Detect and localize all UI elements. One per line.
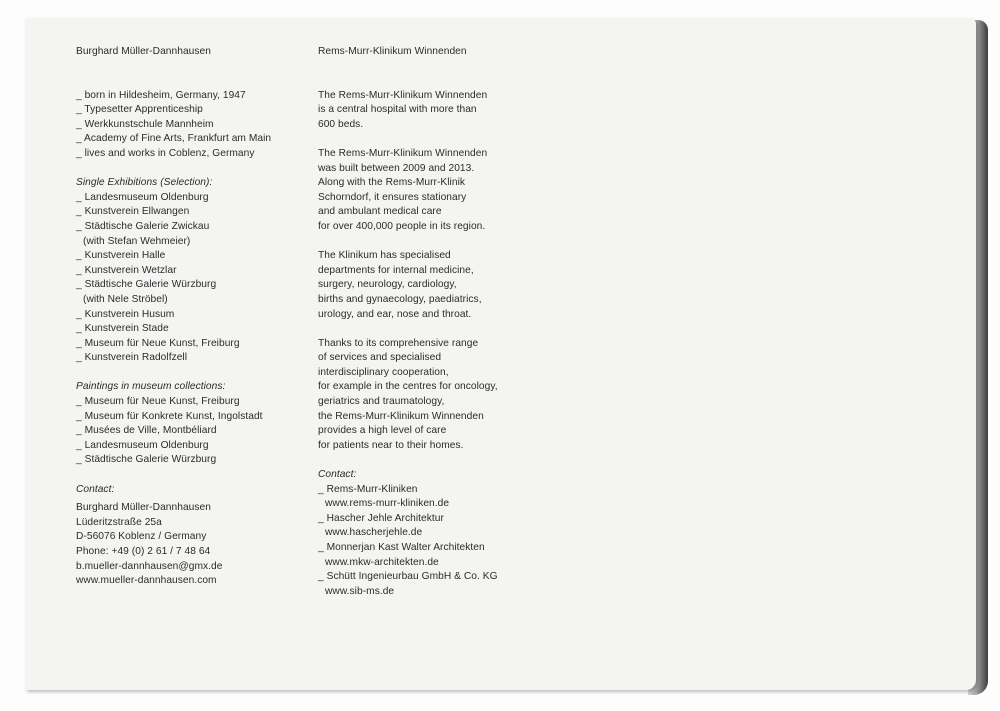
contact-website: www.mkw-architekten.de [325,556,439,568]
spacer [76,468,296,483]
paragraph-line: is a central hospital with more than [318,104,477,116]
printed-card [26,18,976,690]
paragraph-line: geriatrics and traumatology, [318,396,445,408]
exhibition-item: _ Kunstverein Radolfzell [76,352,188,364]
exhibition-item: _ Kunstverein Stade [76,323,169,335]
exhibitions-list [76,191,296,366]
paragraph-line: provides a high level of care [318,425,447,437]
contact-organization: _ Monnerjan Kast Walter Architekten [318,542,485,553]
hospital-contact-list [318,483,538,600]
artist-name-title: Burghard Müller-Dannhausen [76,46,211,57]
hospital-paragraph-1 [318,89,538,133]
collection-item: _ Landesmuseum Oldenburg [76,439,209,451]
paragraph-line: births and gynaecology, paediatrics, [318,293,482,305]
exhibition-item: _ Museum für Neue Kunst, Freiburg [76,337,240,349]
paragraph-line: Schorndorf, it ensures stationary [318,191,467,203]
paragraph-line: Along with the Rems-Murr-Klinik [318,177,466,189]
bio-line: _ lives and works in Coblenz, Germany [76,147,255,159]
collections-list [76,395,296,468]
artist-column [76,45,296,589]
collection-item: _ Museum für Neue Kunst, Freiburg [76,396,240,408]
hospital-title: Rems-Murr-Klinikum Winnenden [318,46,467,57]
spacer [318,132,538,147]
hospital-paragraph-3 [318,249,538,322]
collections-heading: Paintings in museum collections: [76,381,226,393]
exhibition-item: _ Kunstverein Wetzlar [76,264,177,276]
bio-line: _ Typesetter Apprenticeship [76,104,203,116]
paragraph-line: of services and specialised [318,352,442,364]
spacer [76,366,296,381]
hospital-contact-heading: Contact: [318,469,357,481]
hospital-paragraph-4 [318,337,538,454]
spacer [318,453,538,468]
collection-item: _ Musées de Ville, Montbéliard [76,425,217,437]
exhibition-item: _ Städtische Galerie Zwickau [76,220,210,232]
paragraph-line: for over 400,000 people in its region. [318,220,486,232]
exhibition-note: (with Stefan Wehmeier) [83,235,191,247]
exhibition-item: _ Städtische Galerie Würzburg [76,279,217,291]
hospital-column [318,45,538,599]
paragraph-line: 600 beds. [318,118,364,130]
contact-email: b.mueller-dannhausen@gmx.de [76,560,223,572]
exhibition-item: _ Kunstverein Halle [76,250,166,262]
hospital-paragraph-2 [318,147,538,235]
paragraph-line: Thanks to its comprehensive range [318,337,479,349]
paragraph-line: urology, and ear, nose and throat. [318,308,472,320]
exhibition-item: _ Landesmuseum Oldenburg [76,191,209,203]
contact-website: www.mueller-dannhausen.com [76,575,217,587]
bio-line: _ Academy of Fine Arts, Frankfurt am Main [76,133,272,145]
contact-phone: Phone: +49 (0) 2 61 / 7 48 64 [76,546,211,557]
paragraph-line: the Rems-Murr-Klinikum Winnenden [318,410,484,422]
exhibitions-heading: Single Exhibitions (Selection): [76,177,213,189]
artist-contact-heading: Contact: [76,483,115,495]
contact-website: www.rems-murr-kliniken.de [325,498,450,510]
exhibition-item: _ Kunstverein Ellwangen [76,206,190,218]
collection-item: _ Museum für Konkrete Kunst, Ingolstadt [76,410,263,422]
paragraph-line: The Rems-Murr-Klinikum Winnenden [318,89,488,101]
contact-organization: _ Rems-Murr-Kliniken [318,483,418,495]
exhibition-item: _ Kunstverein Husum [76,308,175,320]
paragraph-line: The Klinikum has specialised [318,250,451,262]
spacer [318,235,538,250]
bio-line: _ born in Hildesheim, Germany, 1947 [76,89,246,101]
paragraph-line: was built between 2009 and 2013. [318,162,475,174]
exhibition-note: (with Nele Ströbel) [83,293,168,305]
bio-line: _ Werkkunstschule Mannheim [76,118,214,130]
contact-organization: _ Hascher Jehle Architektur [318,512,444,524]
paragraph-line: for patients near to their homes. [318,439,464,451]
collection-item: _ Städtische Galerie Würzburg [76,454,217,466]
paragraph-line: surgery, neurology, cardiology, [318,279,457,291]
paragraph-line: interdisciplinary cooperation, [318,366,449,378]
contact-website: www.hascherjehle.de [325,527,423,539]
spacer [76,162,296,177]
contact-street: Lüderitzstraße 25a [76,516,162,528]
paragraph-line: for example in the centres for oncology, [318,381,498,393]
contact-city: D-56076 Koblenz / Germany [76,531,207,543]
contact-website: www.sib-ms.de [325,585,395,597]
contact-organization: _ Schütt Ingenieurbau GmbH & Co. KG [318,571,498,583]
paragraph-line: departments for internal medicine, [318,264,474,276]
spacer [318,322,538,337]
paragraph-line: and ambulant medical care [318,206,442,218]
contact-name: Burghard Müller-Dannhausen [76,502,211,514]
artist-bio-list [76,89,296,162]
artist-contact-block [76,501,296,589]
paragraph-line: The Rems-Murr-Klinikum Winnenden [318,147,488,159]
